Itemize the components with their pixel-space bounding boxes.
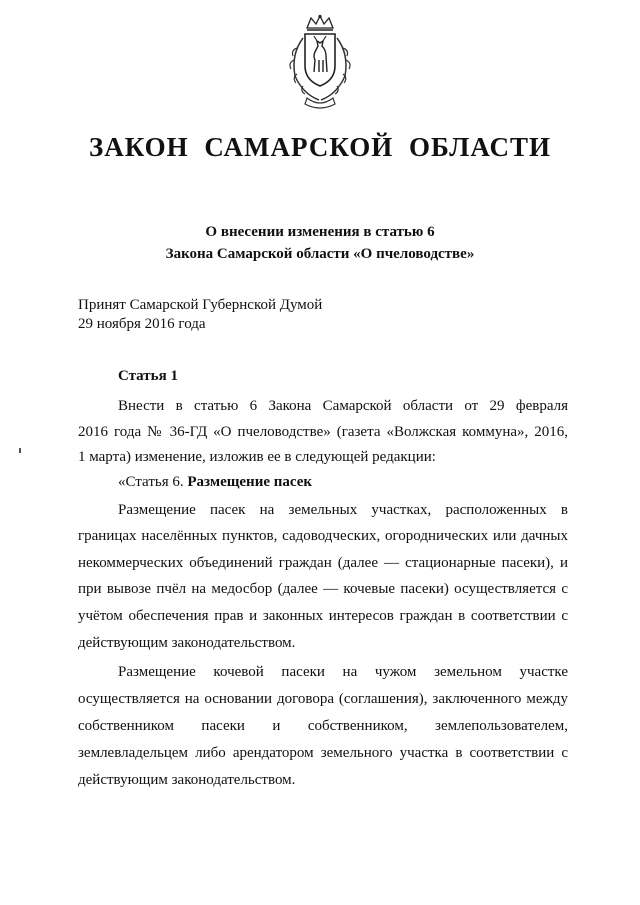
paragraph-line: границах населённых пунктов, садоводческих, огороднических или дачных	[78, 528, 568, 544]
paragraph-line: учётом обеспечения прав и законных интересов граждан в соответствии с	[78, 608, 568, 624]
paragraph-line: Размещение кочевой пасеки на чужом земельном участке	[118, 664, 568, 680]
paragraph-line: собственником пасеки и собственником, землепользователем,	[78, 718, 568, 734]
quote-prefix: «Статья 6.	[118, 474, 188, 490]
quoted-article-heading	[78, 472, 568, 492]
paragraph-line: землевладельцем либо арендатором земельного участка в соответствии с	[78, 745, 568, 761]
paragraph-line: при вывозе пчёл на медосбор (далее — кочевые пасеки) осуществляется с	[78, 581, 568, 597]
intro-line: 1 марта) изменение, изложив ее в следующей редакции:	[78, 449, 436, 465]
subtitle-line: О внесении изменения в статью 6	[205, 224, 435, 240]
paragraph-line: действующим законодательством.	[78, 635, 296, 651]
article-heading: Статья 1	[118, 368, 178, 384]
intro-line: Внести в статью 6 Закона Самарской области от 29 февраля	[118, 398, 568, 414]
document-subtitle	[0, 221, 640, 265]
document-title: ЗАКОН САМАРСКОЙ ОБЛАСТИ	[89, 132, 551, 162]
adoption-body: Принят Самарской Губернской Думой	[78, 297, 323, 313]
subtitle-line: Закона Самарской области «О пчеловодстве»	[165, 246, 475, 262]
paragraph-line: некоммерческих объединений граждан (далее — стационарные пасеки), и	[78, 555, 568, 571]
adoption-date: 29 ноября 2016 года	[78, 316, 206, 332]
paragraph-line: осуществляется на основании договора (соглашения), заключенного между	[78, 691, 568, 707]
paragraph-line: действующим законодательством.	[78, 772, 296, 788]
intro-line: 2016 года № 36-ГД «О пчеловодстве» (газета «Волжская коммуна», 2016,	[78, 424, 568, 440]
paragraph-line: Размещение пасек на земельных участках, расположенных в	[118, 502, 568, 518]
scan-mark	[19, 448, 21, 453]
samara-coat-of-arms-icon	[283, 14, 357, 110]
adoption-info	[78, 296, 322, 334]
quote-heading: Размещение пасек	[187, 474, 313, 490]
